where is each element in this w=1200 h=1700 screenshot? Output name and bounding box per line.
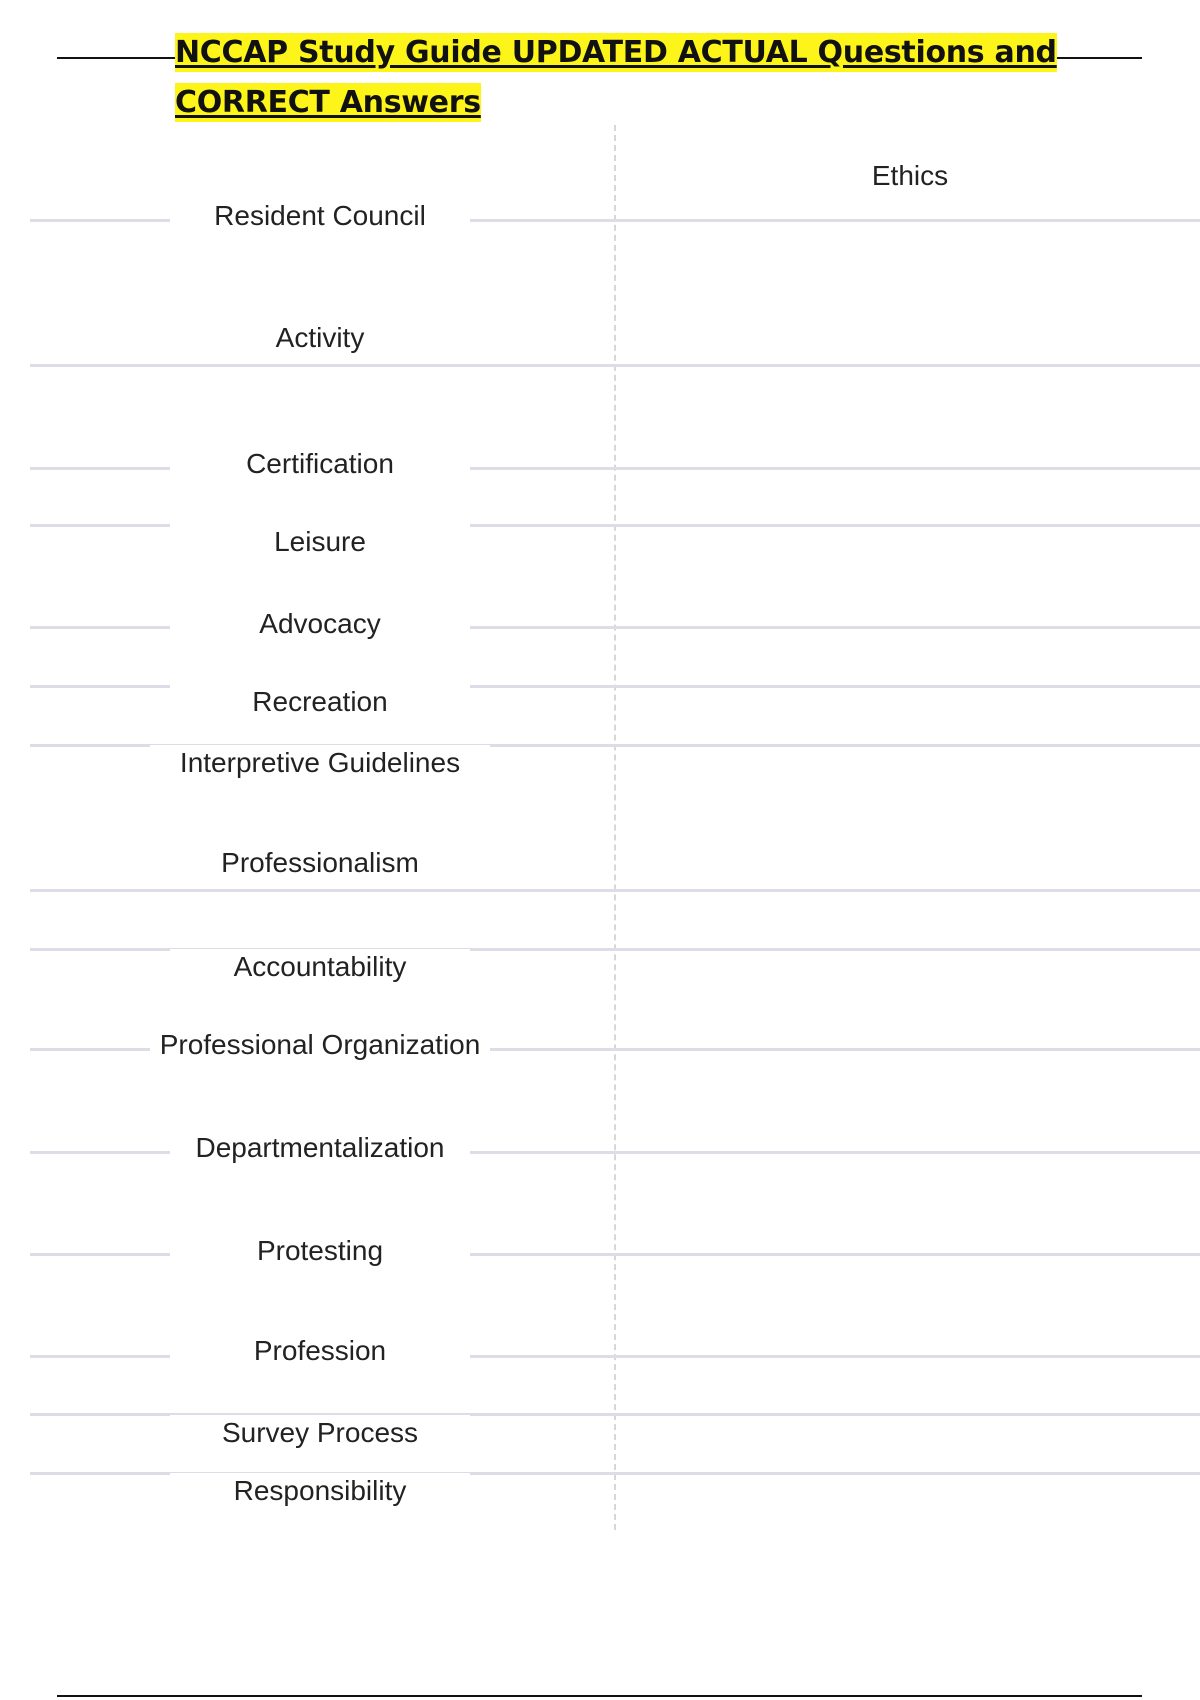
document-title [175,28,1135,128]
term-protesting: Protesting [170,1233,470,1269]
term-advocacy: Advocacy [170,606,470,642]
term-activity: Activity [170,320,470,356]
term-profession: Profession [170,1333,470,1369]
term-certification: Certification [170,446,470,482]
column-divider [614,125,616,1530]
term-accountability: Accountability [170,949,470,985]
term-departmentalization: Departmentalization [170,1130,470,1166]
term-survey-process: Survey Process [170,1415,470,1451]
term-professional-organization: Professional Organization [150,1027,490,1063]
term-responsibility: Responsibility [170,1473,470,1509]
term-recreation: Recreation [170,684,470,720]
row-line [30,364,1200,367]
document-title-text: NCCAP Study Guide UPDATED ACTUAL Questions and CORRECT Answers [175,35,1057,120]
term-professionalism: Professionalism [170,845,470,881]
term-leisure: Leisure [170,524,470,560]
definition-ethics: Ethics [871,160,949,191]
footer-rule [57,1695,1142,1697]
term-interpretive-guidelines: Interpretive Guidelines [150,745,490,781]
term-resident-council: Resident Council [170,198,470,234]
row-line [30,889,1200,892]
